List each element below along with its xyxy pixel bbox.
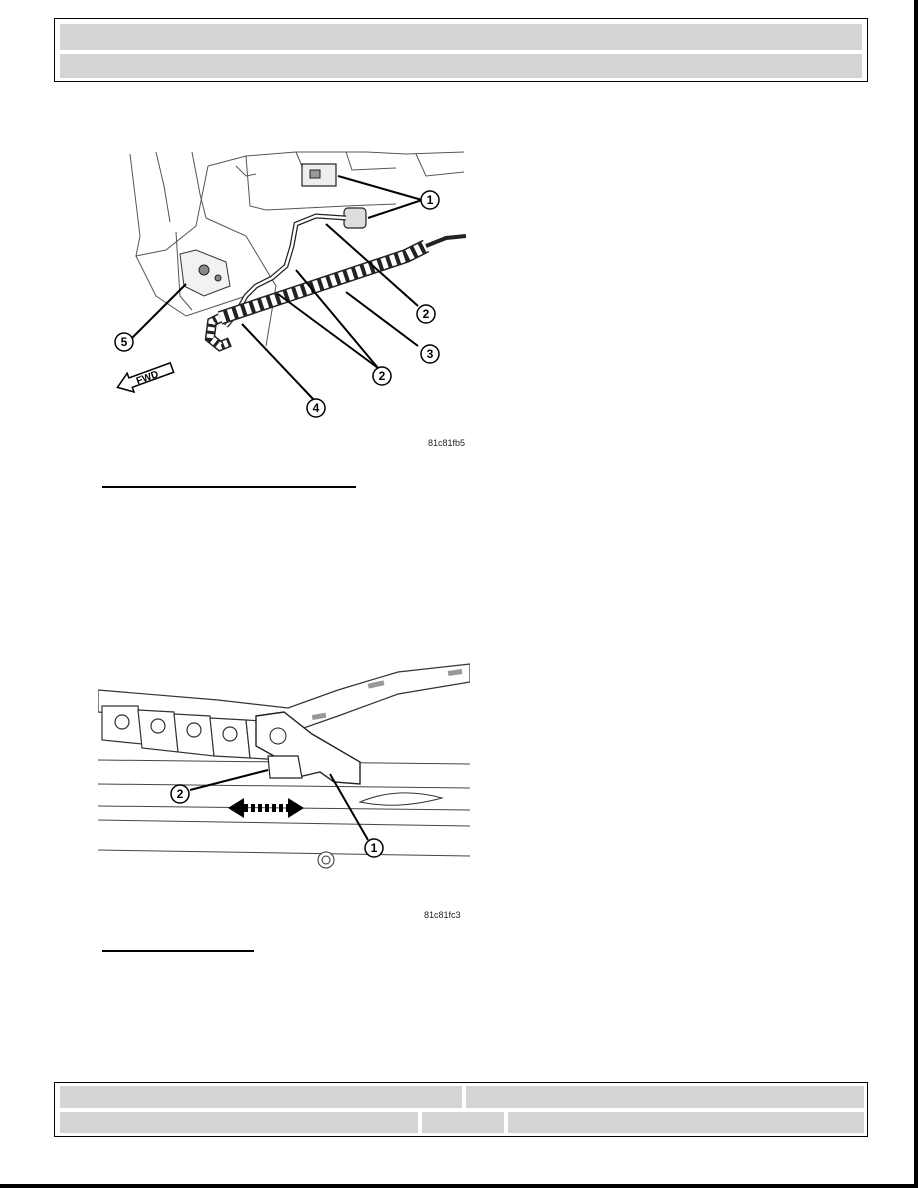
footer-cell-top-right: [465, 1085, 865, 1109]
callout-2: 2: [422, 307, 430, 321]
callout-1: 1: [426, 193, 434, 207]
figure-1-illustration: [96, 146, 468, 456]
figure-1-drawing: [96, 146, 468, 456]
callout-3: 3: [426, 347, 434, 361]
callout-fig2-2: 2: [176, 787, 184, 801]
header-title-row: [59, 23, 863, 51]
figure-2-code: 81c81fc3: [424, 910, 461, 920]
callout-5: 5: [120, 335, 128, 349]
callout-4: 4: [312, 401, 320, 415]
figure-1-code: 81c81fb5: [428, 438, 466, 448]
callout-2b: 2: [378, 369, 386, 383]
footer-cell-top-left: [59, 1085, 463, 1109]
figure-1-caption-rule: [102, 486, 356, 488]
page-footer: [54, 1082, 868, 1137]
header-subtitle-row: [59, 53, 863, 79]
figure-2-drawing: [98, 660, 470, 928]
fwd-label: FWD: [134, 369, 161, 388]
footer-cell-bottom-left: [59, 1111, 419, 1134]
page-header: [54, 18, 868, 82]
callout-fig2-1: 1: [370, 841, 378, 855]
figure-2-illustration: [98, 660, 470, 928]
footer-cell-bottom-right: [507, 1111, 865, 1134]
figure-2-caption-rule: [102, 950, 254, 952]
footer-cell-bottom-middle: [421, 1111, 505, 1134]
